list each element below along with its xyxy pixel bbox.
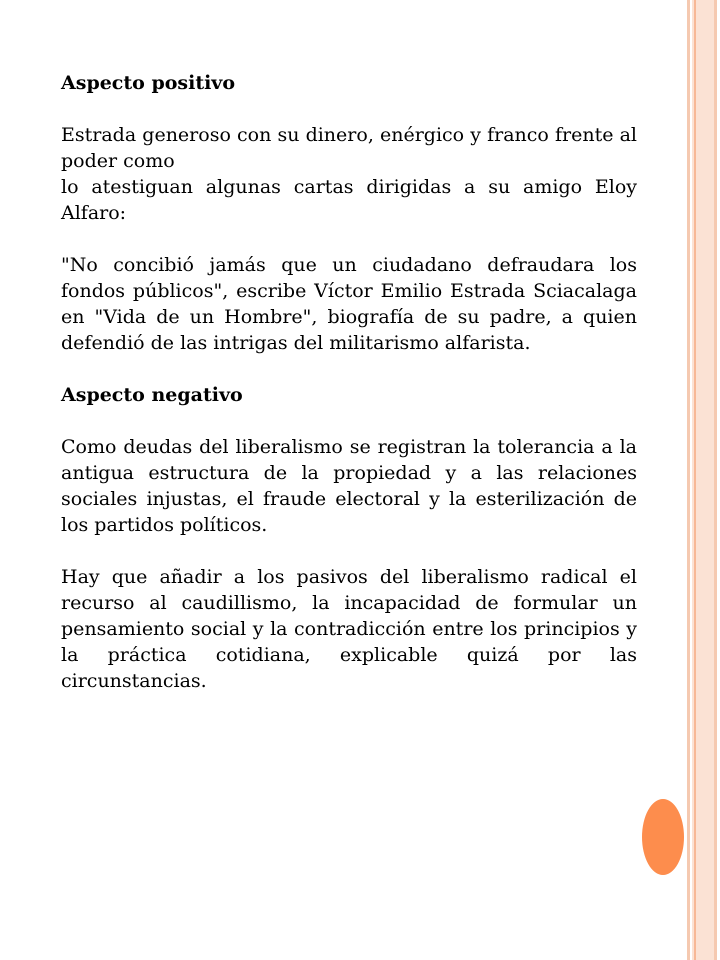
paragraph-negative-2: Hay que añadir a los pasivos del liberalismo radical el recurso al caudillismo, la incapacidad de formular un pensamiento social y la contradicción entre los principios y la práctica cotidiana, explicable quizá por las circunstancias. [61, 566, 637, 692]
right-border-line-outer-left [687, 0, 690, 960]
paragraph-positive-2 [61, 174, 637, 226]
paragraph-positive-quote: "No concibió jamás que un ciudadano defraudara los fondos públicos", escribe Víctor Emilio Estrada Sciacalaga en "Vida de un Hombre", biografía de su padre, a quien defendió de las intrigas del militarismo alfarista. [61, 254, 637, 354]
paragraph-negative-1: Como deudas del liberalismo se registran la tolerancia a la antigua estructura de la propiedad y a las relaciones sociales injustas, el fraude electoral y la esterilización de los partidos políticos. [61, 436, 637, 536]
section-heading-positive: Aspecto positivo [61, 72, 236, 94]
right-border-line-inner [694, 0, 696, 960]
paragraph-positive-2-text: lo atestiguan algunas cartas dirigidas a su amigo Eloy Alfaro: [61, 176, 637, 224]
slide-body [61, 70, 637, 720]
paragraph-positive-1 [61, 122, 637, 174]
section-heading-negative: Aspecto negativo [61, 384, 243, 406]
paragraph-positive-1-text: Estrada generoso con su dinero, enérgico y franco frente al poder como [61, 124, 637, 172]
accent-oval [640, 797, 686, 877]
